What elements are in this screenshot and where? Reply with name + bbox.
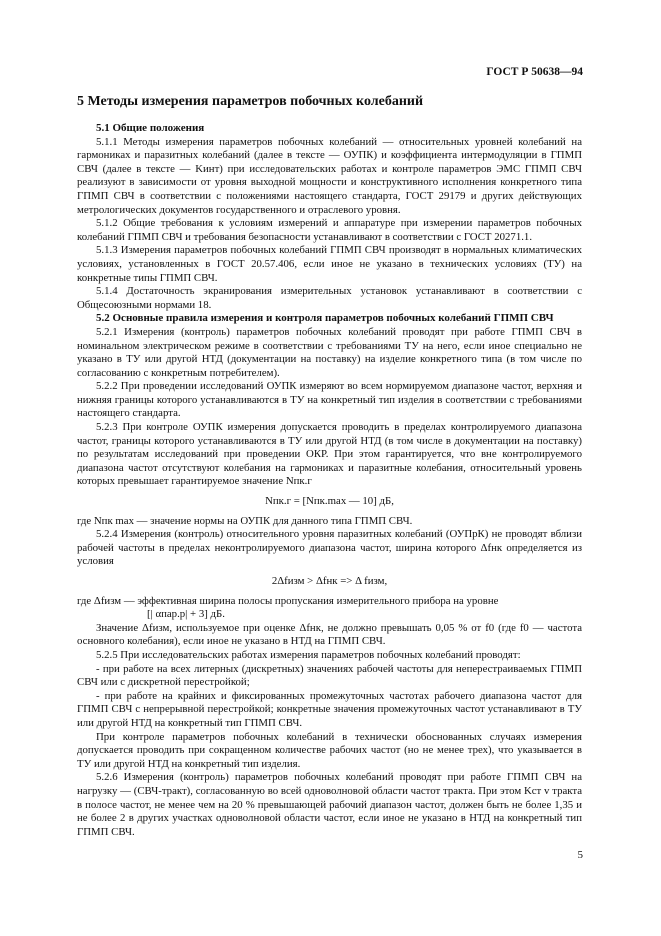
paragraph-5-2-1: 5.2.1 Измерения (контроль) параметров побочных колебаний проводят при работе ГПМП СВЧ в номинальном электрическом режиме в соответствии с требованиями ТУ на него, если иное специально не указано в ТУ или другой НТД (документации на поставку) на изделие конкретного типа (в том числе по согласованию с конкретным потребителем). bbox=[77, 325, 582, 379]
paragraph-where-2a: где Δfизм — эффективная ширина полосы пропускания измерительного прибора на уровне bbox=[77, 594, 499, 607]
paragraph-5-1-4: 5.1.4 Достаточность экранирования измерительных установок устанавливают в соответствии с Общесоюзными нормами 18. bbox=[77, 285, 582, 311]
paragraph-5-2-3: 5.2.3 При контроле ОУПК измерения допускается проводить в пределах контролируемого диапазона частот, границы которого устанавливаются в ТУ или другой НТД (в том числе в документации на поставку) по результатам исследований при проведении ОКР. При этом гарантируется, что вне контролируемого диапазона частот отсутствуют колебания на гармониках и паразитные колебания, относительный уровень которых превышает гарантируемое значение Nпк.г bbox=[77, 421, 582, 488]
paragraph-control: При контроле параметров побочных колебаний в технически обоснованных случаях измерения допускается проводить при сокращенном количестве рабочих частот (но не менее трех), что указывается в ТУ или другой НТД на конкретный тип изделия. bbox=[77, 730, 582, 770]
paragraph-5-2-5: 5.2.5 При исследовательских работах измерения параметров побочных колебаний проводят: bbox=[96, 648, 521, 661]
section-title: 5 Методы измерения параметров побочных колебаний bbox=[77, 94, 424, 109]
paragraph-where-1: где Nпк max — значение нормы на ОУПК для данного типа ГПМП СВЧ. bbox=[77, 514, 413, 527]
formula-bandwidth-condition: 2Δfизм > Δfнк => Δ fизм, bbox=[271, 575, 388, 587]
paragraph-5-2-4: 5.2.4 Измерения (контроль) относительного уровня паразитных колебаний (ОУПрК) не проводят вблизи рабочей частоты в пределах неконтролируемого диапазона частот, ширина которого Δfнк определяется из условия bbox=[77, 528, 582, 568]
paragraph-5-1-1: 5.1.1 Методы измерения параметров побочных колебаний — относительных уровней колебаний на гармониках и паразитных колебаний (далее в тексте — ОУПК) и коэффициента интермодуляции в ГПМП СВЧ (далее в тексте — Kинт) при исследовательских работах и контроле параметров ЭМС ГПМП СВЧ реализуют в зависимости от уровня выходной мощности и конструктивного исполнения конкретного типа ГПМП СВЧ в соответствии с положениями настоящего стандарта, ГОСТ 29179 и других действующих метрологических документов государственного и отраслевого уровня. bbox=[77, 135, 582, 216]
formula-guaranteed-level: Nпк.г = [Nпк.max — 10] дБ, bbox=[265, 495, 394, 508]
paragraph-5-2-2: 5.2.2 При проведении исследований ОУПК измеряют во всем нормируемом диапазоне частот, верхняя и нижняя границы которого устанавливаются в ТУ на конкретный тип изделия в соответствии с требованиями настоящего стандарта. bbox=[77, 380, 582, 420]
paragraph-5-1-2: 5.1.2 Общие требования к условиям измерений и аппаратуре при измерении параметров побочных колебаний ГПМП СВЧ и требования безопасности устанавливают в соответствии с ГОСТ 20271.1. bbox=[77, 217, 582, 243]
list-item-dash-2: - при работе на крайних и фиксированных промежуточных частотах рабочего диапазона частот для ГПМП СВЧ с непрерывной перестройкой; конкретные значения промежуточных частот устанавливают в ТУ или другой НТД на конкретный тип ГПМП СВЧ. bbox=[77, 689, 582, 729]
list-item-dash-1: - при работе на всех литерных (дискретных) значениях рабочей частоты для неперестраиваемых ГПМП СВЧ или с дискретной перестройкой; bbox=[77, 662, 582, 689]
page-number: 5 bbox=[577, 849, 583, 861]
paragraph-where-2b: [| αпар.р| + 3] дБ. bbox=[147, 608, 225, 621]
document-header: ГОСТ Р 50638—94 bbox=[486, 66, 583, 78]
document-body bbox=[77, 94, 582, 839]
paragraph-value: Значение Δfизм, используемое при оценке Δfнк, не должно превышать 0,05 % от f0 (где f0 — частота основного колебания), если иное не указано в НТД на ГПМП СВЧ. bbox=[77, 621, 582, 648]
paragraph-5-2-6: 5.2.6 Измерения (контроль) параметров побочных колебаний проводят при работе ГПМП СВЧ на нагрузку — (СВЧ-тракт), согласованную во всей одноволновой области частот тракта. При этом Kст v тракта в полосе частот, не менее чем на 20 % превышающей рабочий диапазон частот, должен быть не более 1,35 и не более 2 в других участках одноволновой области частот, если иное не указано в НТД на конкретный тип ГПМП СВЧ. bbox=[77, 771, 582, 838]
subsection-5-2-title: 5.2 Основные правила измерения и контроля параметров побочных колебаний ГПМП СВЧ bbox=[96, 312, 554, 325]
paragraph-5-1-3: 5.1.3 Измерения параметров побочных колебаний ГПМП СВЧ производят в нормальных климатических условиях, установленных в ГОСТ 20.57.406, если иное не указано в технических условиях (ТУ) на конкретные типы ГПМП СВЧ. bbox=[77, 244, 582, 284]
subsection-5-1-title: 5.1 Общие положения bbox=[96, 122, 205, 134]
